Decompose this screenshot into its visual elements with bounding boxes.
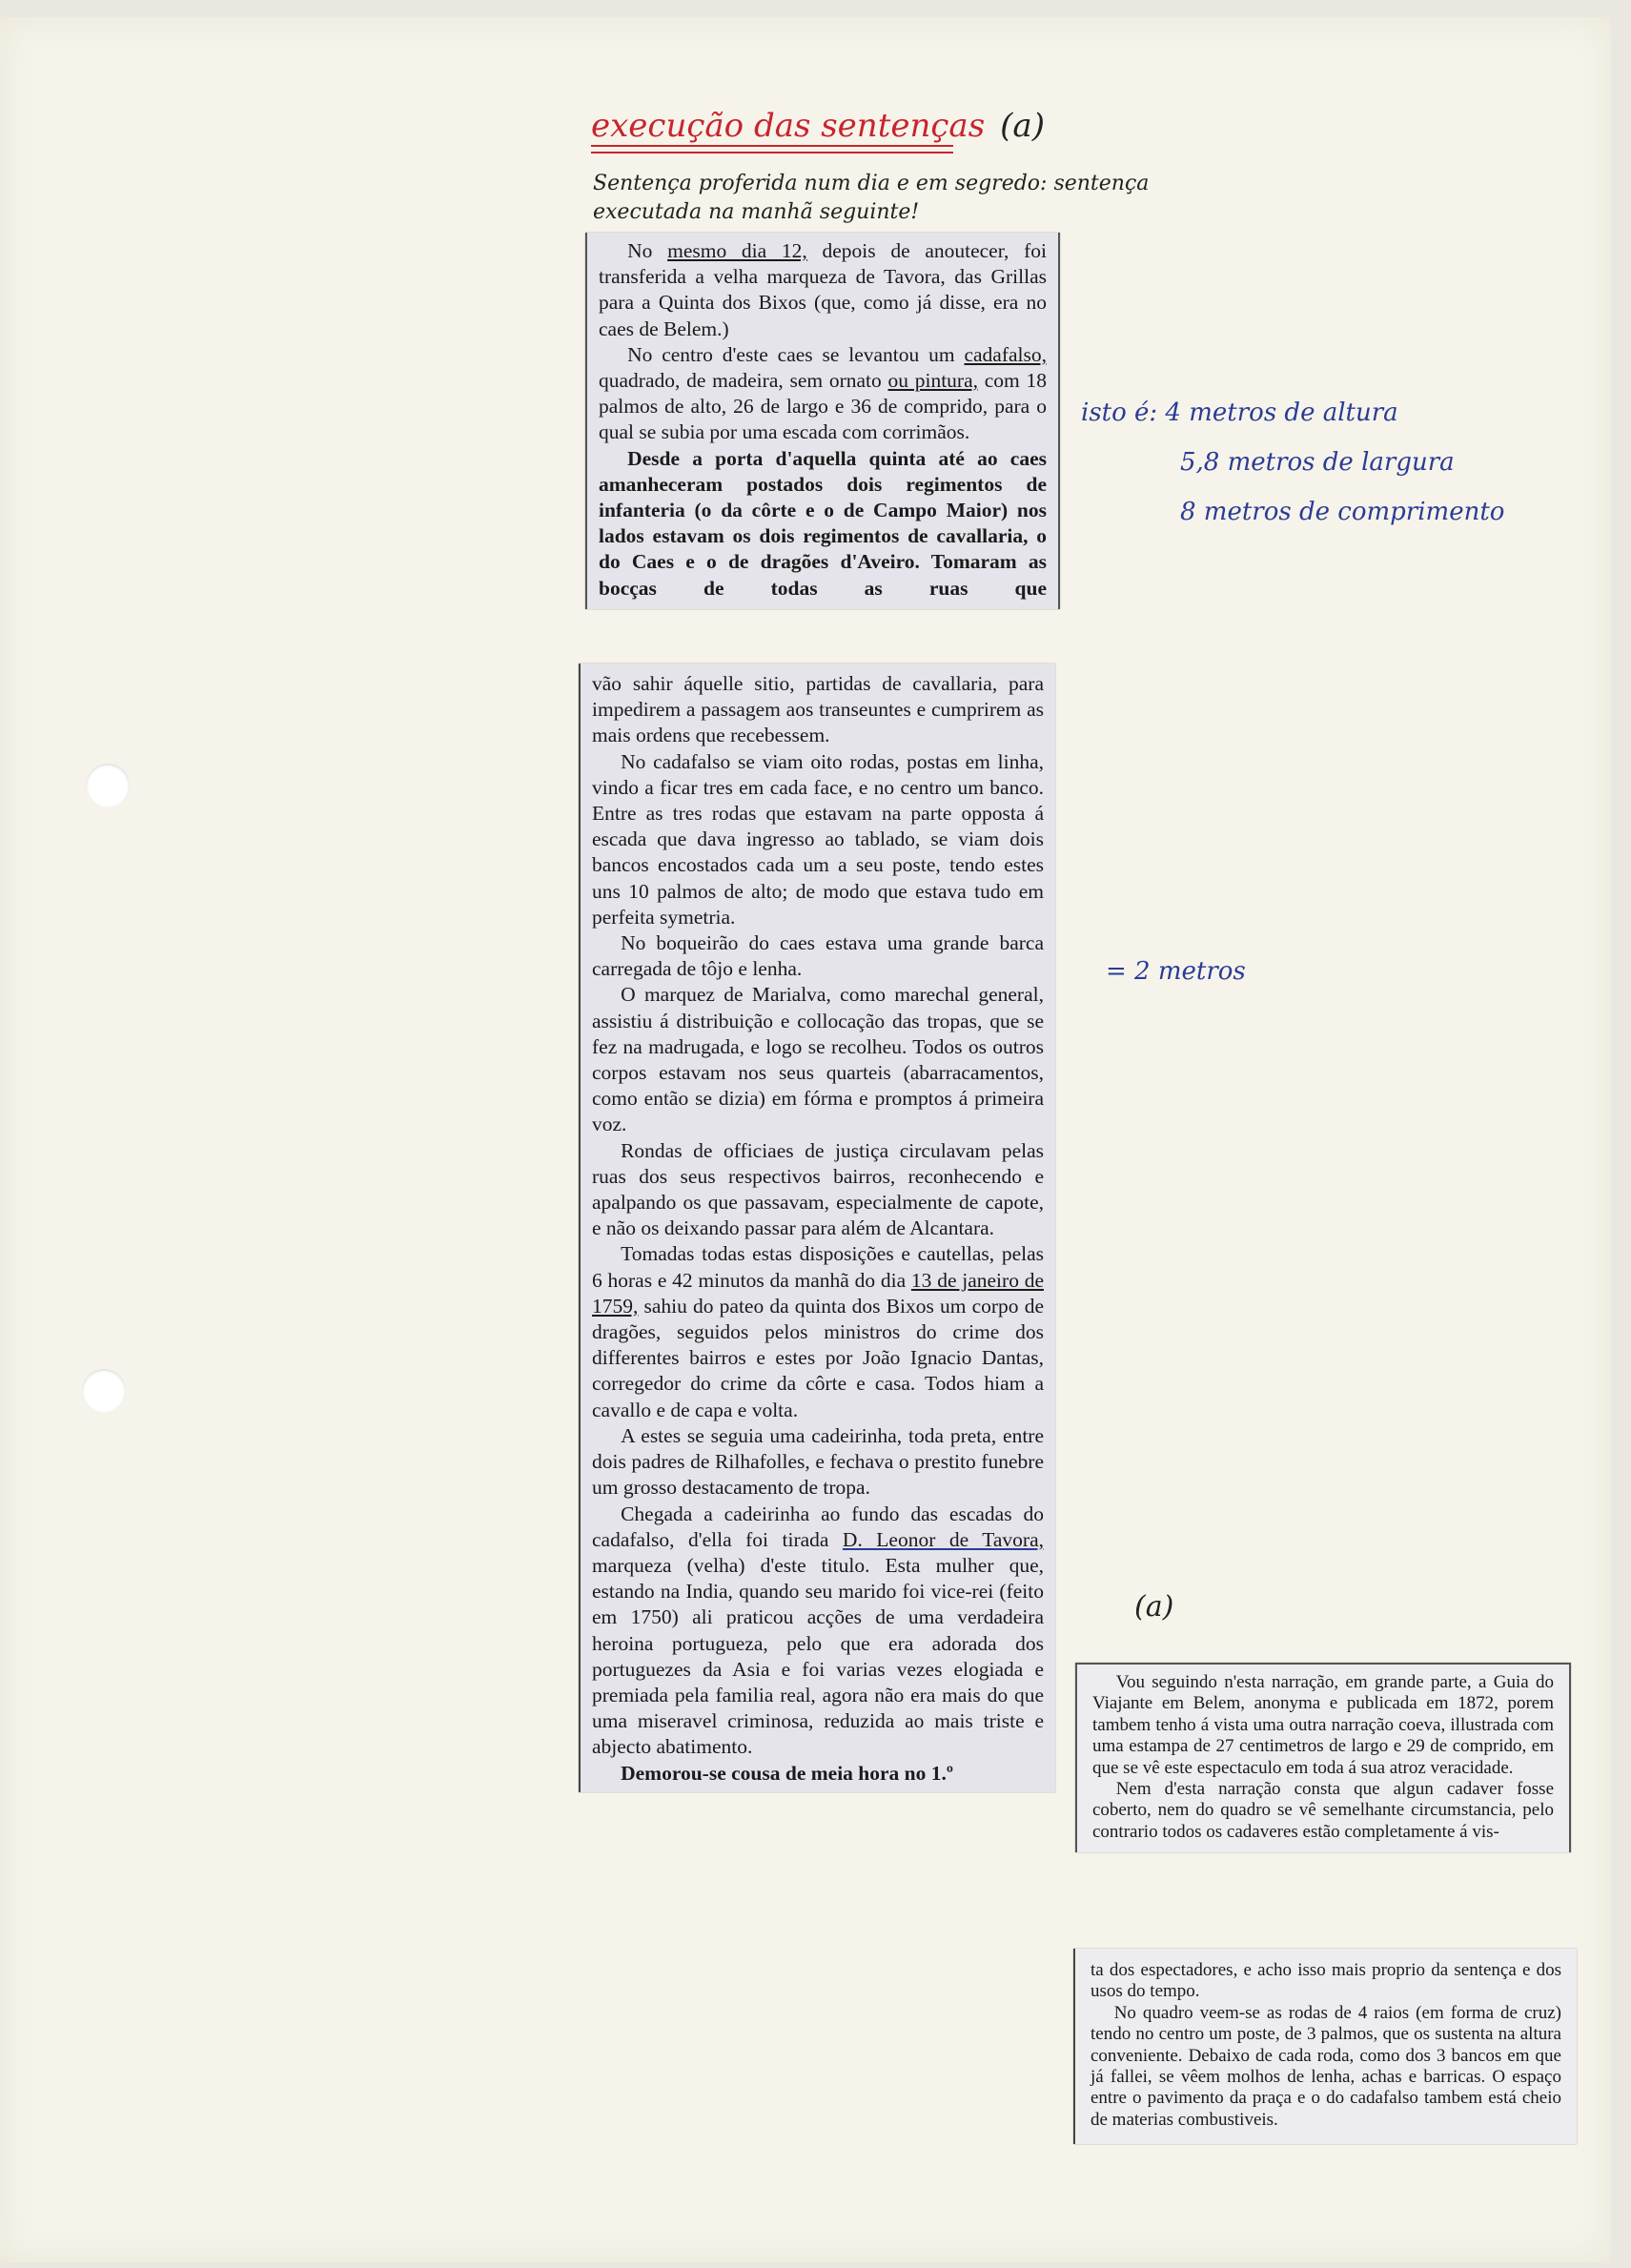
margin-note-measure-1: isto é: 4 metros de altura [1081, 398, 1398, 427]
clip1-paragraph-3: Desde a porta d'aquella quinta até ao caes amanheceram postados dois regimentos de infanteria (o da côrte e o de Campo Maior) nos lados estavam os dois regimentos de cavallaria, o do Caes e o de dragões d'Aveiro. Tomaram as bocças de todas as ruas que [599, 446, 1047, 600]
clip1-p2-text-cont: quadrado, de madeira, sem ornato [599, 369, 888, 393]
clip2-p6-underlined-date: 13 de janeiro de 1759, [592, 1268, 1044, 1318]
note-line-1: Sentença proferida num dia e em segredo: sentença [593, 172, 1150, 195]
clip1-p1-underlined-date: mesmo dia 12, [667, 239, 807, 262]
margin-note-measure-3: 8 metros de comprimento [1180, 498, 1505, 526]
punch-hole-bottom [82, 1369, 126, 1413]
newspaper-clipping-main [579, 664, 1055, 1792]
clip2-paragraph-2: No cadafalso se viam oito rodas, postas em linha, vindo a ficar tres em cada face, e no centro um banco. Entre as tres rodas que estavam na parte opposta á escada que dava ingresso ao tablado, se viam dois bancos encostados cada um a seu poste, tendo estes uns 10 palmos de alto; de modo que estava tudo em perfeita symetria. [592, 749, 1044, 929]
clip2-p8-text: Chegada a cadeirinha ao fundo das escadas do cadafalso, d'ella foi tirada [592, 1502, 1044, 1551]
margin-note-equals: = 2 metros [1106, 957, 1246, 986]
footnote-mark-label: (a) [1134, 1590, 1174, 1624]
clip2-paragraph-8 [592, 1502, 1044, 1761]
title-text: execução das sentenças [591, 107, 986, 145]
clip2-paragraph-5: Rondas de officiaes de justiça circulavam pelas ruas dos seus respectivos bairros, reconhecendo e apalpando os que passavam, especialmente de capote, e não os deixando passar para além de Alcantara. [592, 1138, 1044, 1240]
footnote-clipping-top [1075, 1663, 1571, 1852]
footnote2-paragraph-2: No quadro veem-se as rodas de 4 raios (em forma de cruz) tendo no centro um poste, de 3 palmos, que os sustenta na altura conveniente. Debaixo de cada roda, como dos 3 bancos em que já fallei, se vêem molhos de lenha, achas e barricas. O espaço entre o pavimento da praça e o do cadafalso tambem está cheio de materias combustiveis. [1091, 2002, 1561, 2130]
handwritten-note [593, 170, 1149, 227]
footnote1-paragraph-2: Nem d'esta narração consta que algun cadaver fosse coberto, nem do quadro se vê semelhante circumstancia, pelo contrario todos os cadaveres estão completamente á vis- [1092, 1779, 1554, 1842]
clip2-paragraph-1: vão sahir áquelle sitio, partidas de cavallaria, para impedirem a passagem aos transeuntes e cumprirem as mais ordens que recebessem. [592, 672, 1044, 747]
title-footnote-mark: (a) [1000, 107, 1045, 145]
newspaper-clipping-top [585, 233, 1060, 609]
clip1-paragraph-2 [599, 342, 1047, 446]
clip2-paragraph-3: No boqueirão do caes estava uma grande barca carregada de tôjo e lenha. [592, 931, 1044, 981]
clip2-p6-text-cont: sahiu do pateo da quinta dos Bixos um corpo de dragões, seguidos pelos ministros do crime dos differentes bairros e estes por João Ignacio Dantas, corregedor do crime da côrte e casa. Todos hiam a cavallo e de capa e volta. [592, 1294, 1044, 1421]
title-double-underline [591, 145, 953, 153]
clip2-paragraph-9: Demorou-se cousa de meia hora no 1.º [621, 1761, 953, 1785]
footnote-clipping-bottom [1073, 1949, 1577, 2144]
note-line-2: executada na manhã seguinte! [593, 200, 920, 224]
handwritten-title [591, 107, 1045, 145]
clip1-p2-text-end: com 18 palmos de alto, 26 de largo e 36 de comprido, para o qual se subia por uma escada com corrimãos. [599, 369, 1047, 444]
footnote1-paragraph-1: Vou seguindo n'esta narração, em grande parte, a Guia do Viajante em Belem, anonyma e publicada em 1872, porem tambem tenho á vista uma outra narração coeva, illustrada com uma estampa de 27 centimetros de largo e 29 de comprido, em que se vê este espectaculo em toda á sua atroz veracidade. [1092, 1672, 1554, 1778]
clip2-paragraph-6 [592, 1241, 1044, 1422]
clip2-p8-text-cont: marqueza (velha) d'este titulo. Esta mulher que, estando na India, quando seu marido foi vice-rei (feito em 1750) ali praticou acções de uma verdadeira heroina portugueza, pelo que era adorada dos portuguezes da Asia e foi varias vezes elogiada e premiada pela familia real, agora não era mais do que uma miseravel criminosa, reduzida ao mais triste e abjecto abatimento. [592, 1553, 1044, 1759]
clip2-paragraph-4: O marquez de Marialva, como marechal general, assistiu á distribuição e collocação das tropas, que se fez na madrugada, e logo se recolheu. Todos os outros corpos estavam nos seus quarteis (abarracamentos, como então se dizia) em fórma e promptos á primeira voz. [592, 983, 1044, 1136]
clip1-p2-underlined-pintura: ou pintura, [887, 369, 978, 393]
clip1-p2-underlined-cadafalso: cadafalso, [964, 342, 1047, 366]
punch-hole-top [86, 764, 130, 807]
clip2-paragraph-7: A estes se seguia uma cadeirinha, toda preta, entre dois padres de Rilhafolles, e fechava o prestito funebre um grosso destacamento de tropa. [592, 1423, 1044, 1500]
clip2-p6-text: Tomadas todas estas disposições e cautellas, pelas 6 horas e 42 minutos da manhã do dia [592, 1242, 1044, 1292]
clip1-p1-text: No [627, 239, 668, 262]
clip1-paragraph-1 [599, 238, 1047, 342]
clip1-p2-text: No centro d'este caes se levantou um [627, 342, 965, 366]
margin-note-measure-2: 5,8 metros de largura [1180, 448, 1455, 477]
clip1-p1-text-cont: depois de anoutecer, foi transferida a velha marqueza de Tavora, das Grillas para a Quinta dos Bixos (que, como já disse, era no caes de Belem.) [599, 239, 1047, 340]
footnote2-paragraph-1: ta dos espectadores, e acho isso mais proprio da sentença e dos usos do tempo. [1091, 1960, 1561, 2002]
clip2-p8-underlined-name: D. Leonor de Tavora, [842, 1527, 1044, 1551]
